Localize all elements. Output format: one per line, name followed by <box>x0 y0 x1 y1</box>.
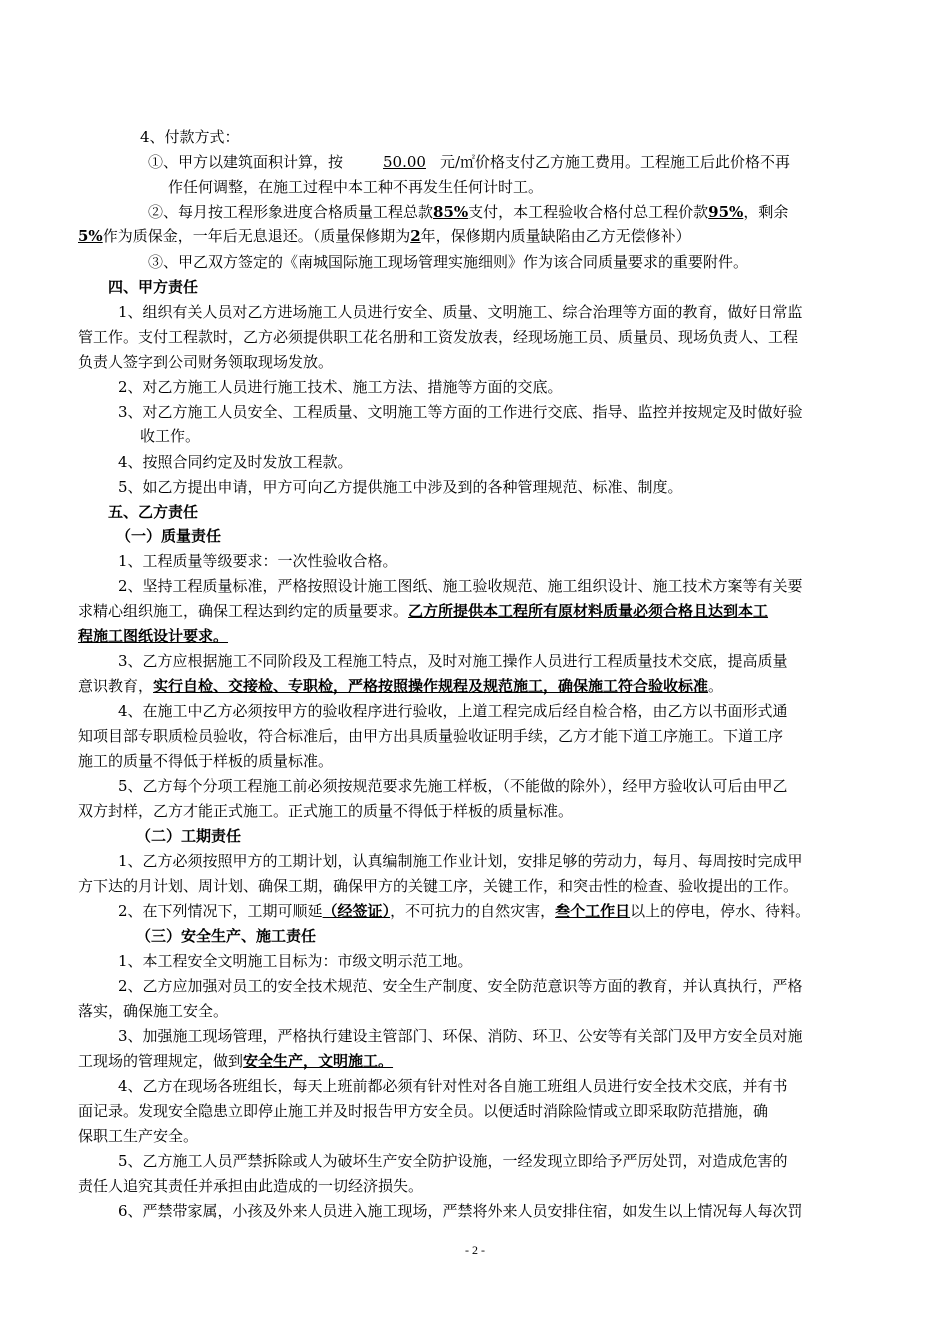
quality-item-2-cont2: 程施工图纸设计要求。 <box>78 627 229 645</box>
quality-item-1: 1、工程质量等级要求：一次性验收合格。 <box>118 552 398 570</box>
quality-item-4-cont2: 施工的质量不得低于样板的质量标准。 <box>78 752 334 770</box>
clause-payment-2: ②、每月按工程形象进度合格质量工程总款85%支付，本工程验收合格付总工程价款95%，剩余 <box>148 203 789 221</box>
party-a-item-4: 4、按照合同约定及时发放工程款。 <box>118 453 353 471</box>
safety-item-4-cont2: 保职工生产安全。 <box>78 1127 199 1145</box>
section-heading-party-b: 五、乙方责任 <box>108 503 199 521</box>
safety-item-3-cont: 工现场的管理规定，做到安全生产，文明施工。 <box>78 1052 394 1070</box>
safety-item-2-cont: 落实，确保施工安全。 <box>78 1002 229 1020</box>
subsection-schedule: （二）工期责任 <box>136 827 242 845</box>
quality-item-5-cont: 双方封样，乙方才能正式施工。正式施工的质量不得低于样板的质量标准。 <box>78 802 574 820</box>
safety-item-2: 2、乙方应加强对员工的安全技术规范、安全生产制度、安全防范意识等方面的教育，并认真执行，严格 <box>118 977 803 995</box>
clause-payment-3: ③、甲乙双方签定的《南城国际施工现场管理实施细则》作为该合同质量要求的重要附件。 <box>148 253 749 271</box>
subsection-quality: （一）质量责任 <box>116 527 222 545</box>
party-a-item-1-cont2: 负责人签字到公司财务领取现场发放。 <box>78 353 334 371</box>
clause-payment-1: ①、甲方以建筑面积计算，按 50.00 元/㎡价格支付乙方施工费用。工程施工后此价格不再 <box>148 153 791 171</box>
safety-item-3: 3、加强施工现场管理，严格执行建设主管部门、环保、消防、环卫、公安等有关部门及甲方安全员对施 <box>118 1027 803 1045</box>
safety-item-4: 4、乙方在现场各班组长，每天上班前都必须有针对性对各自施工班组人员进行安全技术交底，并有书 <box>118 1077 788 1095</box>
party-a-item-5: 5、如乙方提出申请，甲方可向乙方提供施工中涉及到的各种管理规范、标准、制度。 <box>118 478 683 496</box>
party-a-item-1: 1、组织有关人员对乙方进场施工人员进行安全、质量、文明施工、综合治理等方面的教育，做好日常监 <box>118 303 803 321</box>
clause-payment-1-cont: 作任何调整，在施工过程中本工种不再发生任何计时工。 <box>168 178 544 196</box>
schedule-item-1: 1、乙方必须按照甲方的工期计划，认真编制施工作业计划，安排足够的劳动力，每月、每周按时完成甲 <box>118 852 803 870</box>
party-a-item-1-cont: 管工作。支付工程款时，乙方必须提供职工花名册和工资发放表，经现场施工员、质量员、现场负责人、工程 <box>78 328 799 346</box>
safety-item-5: 5、乙方施工人员严禁拆除或人为破坏生产安全防护设施，一经发现立即给予严厉处罚，对造成危害的 <box>118 1152 788 1170</box>
clause-payment-method: 4、付款方式： <box>140 128 240 146</box>
party-a-item-3-cont: 收工作。 <box>140 427 201 445</box>
safety-item-1: 1、本工程安全文明施工目标为：市级文明示范工地。 <box>118 952 473 970</box>
section-heading-party-a: 四、甲方责任 <box>108 278 199 296</box>
schedule-item-1-cont: 方下达的月计划、周计划、确保工期，确保甲方的关键工序，关键工作，和突击性的检查、验收提出的工作。 <box>78 877 799 895</box>
page-number: - 2 - <box>465 1243 485 1257</box>
party-a-item-2: 2、对乙方施工人员进行施工技术、施工方法、措施等方面的交底。 <box>118 378 563 396</box>
quality-item-3-cont: 意识教育，实行自检、交接检、专职检，严格按照操作规程及规范施工，确保施工符合验收标准。 <box>78 677 724 695</box>
schedule-item-2: 2、在下列情况下，工期可顺延（经签证），不可抗力的自然灾害，叁个工作日以上的停电，停水、待料。 <box>118 902 811 920</box>
quality-item-5: 5、乙方每个分项工程施工前必须按规范要求先施工样板，（不能做的除外），经甲方验收认可后由甲乙 <box>118 777 788 795</box>
quality-item-2-cont: 求精心组织施工，确保工程达到约定的质量要求。乙方所提供本工程所有原材料质量必须合格且达到本工 <box>78 602 769 620</box>
safety-item-6: 6、严禁带家属，小孩及外来人员进入施工现场，严禁将外来人员安排住宿，如发生以上情况每人每次罚 <box>118 1202 803 1220</box>
party-a-item-3: 3、对乙方施工人员安全、工程质量、文明施工等方面的工作进行交底、指导、监控并按规定及时做好验 <box>118 403 803 421</box>
safety-item-4-cont: 面记录。发现安全隐患立即停止施工并及时报告甲方安全员。以便适时消除险情或立即采取防范措施，确 <box>78 1102 769 1120</box>
quality-item-3: 3、乙方应根据施工不同阶段及工程施工特点，及时对施工操作人员进行工程质量技术交底，提高质量 <box>118 652 788 670</box>
subsection-safety: （三）安全生产、施工责任 <box>136 927 317 945</box>
quality-item-2: 2、坚持工程质量标准，严格按照设计施工图纸、施工验收规范、施工组织设计、施工技术方案等有关要 <box>118 577 803 595</box>
quality-item-4: 4、在施工中乙方必须按甲方的验收程序进行验收，上道工程完成后经自检合格，由乙方以书面形式通 <box>118 702 788 720</box>
safety-item-5-cont: 责任人追究其责任并承担由此造成的一切经济损失。 <box>78 1177 424 1195</box>
clause-payment-2-cont: 5%作为质保金，一年后无息退还。（质量保修期为2年，保修期内质量缺陷由乙方无偿修补） <box>78 227 691 245</box>
quality-item-4-cont: 知项目部专职质检员验收，符合标准后，由甲方出具质量验收证明手续，乙方才能下道工序施工。下道工序 <box>78 727 784 745</box>
